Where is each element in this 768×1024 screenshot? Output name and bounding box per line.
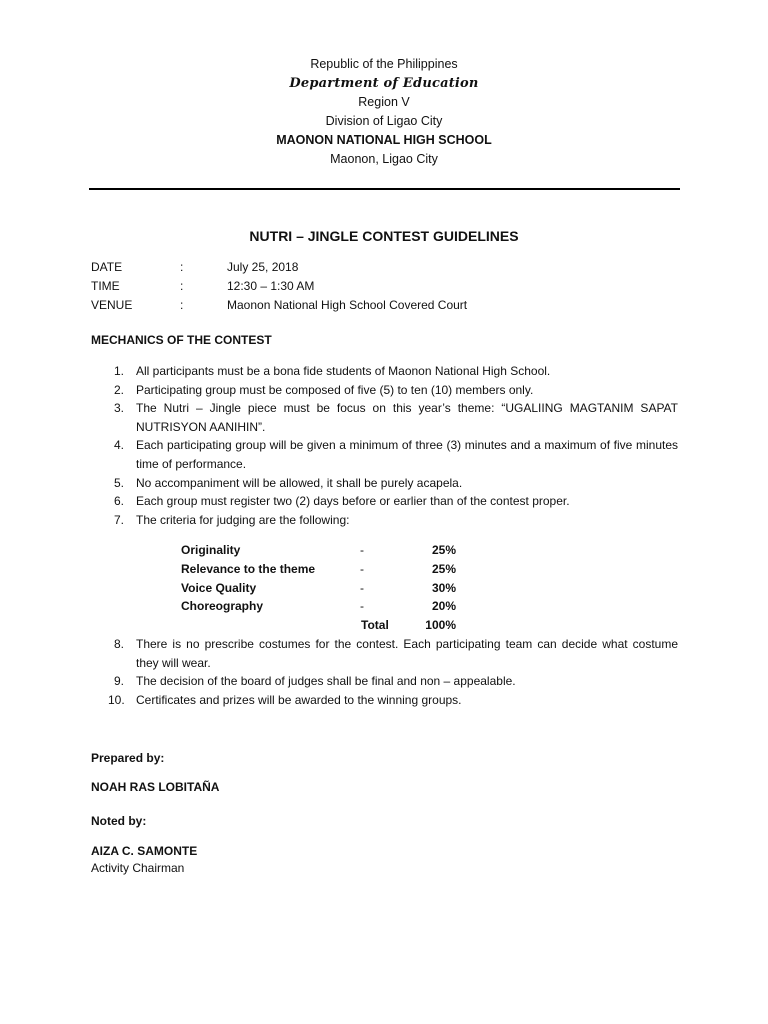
info-label: DATE: [91, 260, 123, 274]
criterion-name: Originality: [181, 543, 241, 557]
mechanics-heading: MECHANICS OF THE CONTEST: [91, 333, 272, 347]
criteria-row: [181, 541, 481, 560]
mechanics-list-continued: [108, 635, 678, 709]
criterion-dash: -: [360, 599, 364, 614]
criterion-percent: 20%: [431, 599, 456, 614]
info-value: 12:30 – 1:30 AM: [227, 279, 315, 293]
noted-by-label: Noted by:: [91, 814, 147, 828]
criterion-name: Choreography: [181, 599, 264, 614]
criteria-row: [181, 579, 481, 598]
info-colon: :: [180, 298, 184, 312]
list-item: [108, 672, 678, 691]
criterion-percent: 30%: [431, 580, 456, 595]
school-name: MAONON NATIONAL HIGH SCHOOL: [276, 133, 492, 147]
item-text: There is no prescribe costumes for the contest. Each participating team can decide what costume they will wear.: [136, 637, 678, 670]
criterion-dash: -: [360, 543, 364, 557]
criteria-row: [181, 560, 481, 579]
item-number: 10.: [108, 692, 125, 707]
list-item: [108, 474, 678, 493]
info-colon: :: [180, 260, 184, 274]
document-title: NUTRI – JINGLE CONTEST GUIDELINES: [249, 228, 519, 244]
department-line: Department of Education: [289, 76, 479, 91]
item-text: Each participating group will be given a minimum of three (3) minutes and a maximum of five minutes time of performance.: [136, 438, 678, 471]
item-text: Participating group must be composed of five (5) to ten (10) members only.: [136, 382, 534, 397]
info-colon: :: [180, 279, 184, 293]
item-number: 1.: [113, 364, 124, 378]
list-item: [108, 399, 678, 436]
info-label: VENUE: [91, 298, 133, 312]
criteria-table: [181, 541, 481, 635]
criterion-percent: 25%: [431, 561, 456, 576]
republic-line: Republic of the Philippines: [310, 57, 458, 71]
noted-by-name: AIZA C. SAMONTE: [91, 844, 198, 858]
item-text: All participants must be a bona fide students of Maonon National High School.: [136, 364, 551, 378]
division-line: Division of Ligao City: [325, 114, 443, 128]
list-item: [108, 635, 678, 672]
item-number: 5.: [113, 475, 124, 490]
school-address: Maonon, Ligao City: [330, 152, 438, 166]
criterion-dash: -: [360, 580, 364, 595]
list-item: [108, 511, 678, 530]
item-text: Each group must register two (2) days before or earlier than of the contest proper.: [136, 494, 570, 509]
criteria-total-percent: 100%: [425, 618, 456, 633]
list-item: [108, 381, 678, 400]
item-text: The Nutri – Jingle piece must be focus on this year’s theme: “UGALIING MAGTANIM SAPAT NUTRISYON AANIHIN”.: [136, 401, 678, 434]
item-text: Certificates and prizes will be awarded to the winning groups.: [136, 692, 462, 707]
criterion-dash: -: [360, 561, 364, 576]
criteria-row: [181, 597, 481, 616]
list-item: [108, 691, 678, 710]
region-line: Region V: [358, 95, 410, 109]
prepared-by-label: Prepared by:: [91, 751, 165, 765]
info-value: July 25, 2018: [227, 260, 299, 274]
item-text: The decision of the board of judges shall be final and non – appealable.: [136, 674, 516, 689]
item-number: 3.: [113, 401, 124, 416]
item-number: 2.: [113, 382, 124, 397]
list-item: [108, 436, 678, 473]
criteria-total-label: Total: [361, 618, 389, 633]
prepared-by-name: NOAH RAS LOBITAÑA: [91, 780, 220, 794]
criterion-percent: 25%: [431, 543, 456, 557]
list-item: [108, 492, 678, 511]
item-number: 6.: [113, 494, 124, 509]
list-item: [108, 362, 678, 381]
item-number: 4.: [113, 438, 124, 453]
header-divider: [89, 188, 680, 190]
letterhead: [0, 55, 768, 169]
criterion-name: Relevance to the theme: [181, 561, 316, 576]
info-label: TIME: [91, 279, 120, 293]
item-number: 8.: [113, 637, 124, 651]
info-value: Maonon National High School Covered Court: [227, 298, 468, 312]
mechanics-list: [108, 362, 678, 529]
item-number: 7.: [113, 512, 124, 527]
noted-by-position: Activity Chairman: [91, 861, 185, 875]
item-number: 9.: [113, 674, 124, 689]
item-text: The criteria for judging are the following:: [136, 512, 350, 527]
criterion-name: Voice Quality: [181, 580, 257, 595]
item-text: No accompaniment will be allowed, it shall be purely acapela.: [136, 475, 463, 490]
criteria-total-row: [181, 616, 481, 635]
